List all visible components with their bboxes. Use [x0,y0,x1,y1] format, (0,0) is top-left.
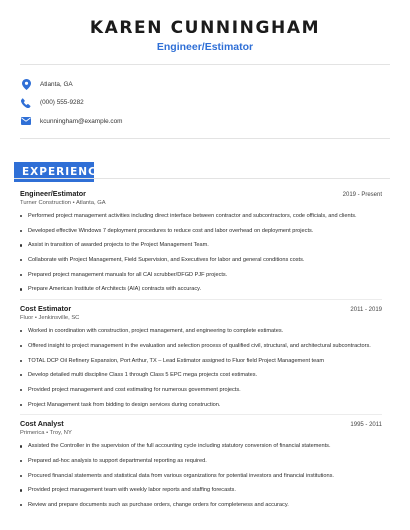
job-company: Turner Construction • Atlanta, GA [20,200,106,206]
job-bullet: Prepare American Institute of Architects (AIA) contracts with accuracy. [20,285,382,293]
job-bullet: Develop detailed multi discipline Class 1 through Class 5 EPC mega projects cost estimates. [20,371,382,379]
phone-text: (000) 555-9282 [40,99,84,106]
job-divider [20,414,382,415]
job-bullet: Collaborate with Project Management, Field Supervision, and Executives for labor and general conditions costs. [20,256,382,264]
resume-header [0,0,410,53]
job-bullet: Review and prepare documents such as purchase orders, change orders for completeness and accuracy. [20,501,382,509]
job-bullet: Offered insight to project management in the evaluation and selection process of qualified civil, structural, and architectural subcontractors. [20,342,382,350]
job-bullets [20,212,382,294]
envelope-icon [20,115,32,127]
job-title: Cost Analyst [20,419,64,429]
job-dates: 1995 - 2011 [350,422,382,429]
candidate-name: KAREN CUNNINGHAM [89,18,321,38]
job-bullets [20,442,382,509]
contact-block [0,65,410,130]
contact-email [20,112,410,130]
job-bullet: Project Management task from bidding to design services during construction. [20,401,382,409]
job-dates: 2019 - Present [342,192,382,198]
location-text: Atlanta, GA [40,80,73,88]
job-divider [20,299,382,300]
phone-icon [20,97,32,109]
contact-phone [20,94,410,112]
candidate-title: Engineer/Estimator [156,41,254,53]
email-text[interactable]: kcunningham@example.com [40,117,123,125]
job-title: Cost Estimator [20,304,72,314]
job-company: Fluor • Jenkinsville, SC [20,315,80,322]
contact-divider [20,138,390,139]
job-company: Primerica • Troy, NY [20,430,72,437]
job-entry [20,189,382,294]
job-bullet: Procured financial statements and statistical data from various organizations for potential investors and financial institutions. [20,472,382,480]
job-bullet: TOTAL DCP Oil Refinery Expansion, Port Arthur, TX – Lead Estimator assigned to Fluor field Project Management team [20,357,382,365]
experience-section-rule [14,178,390,179]
location-pin-icon [20,78,32,90]
job-bullet: Performed project management activities including direct interface between contractor and subcontractors, code officials, and clients. [20,212,382,220]
job-entry [20,419,382,509]
job-bullet: Worked in coordination with construction, project management, and engineering to complete estimates. [20,327,382,335]
job-bullet: Prepared project management manuals for all CAI scrubber/DFGD PJF projects. [20,271,382,279]
job-bullet: Provided project management team with weekly labor reports and staffing forecasts. [20,486,382,494]
job-entry [20,304,382,409]
job-bullet: Developed effective Windows 7 deployment procedures to reduce cost and labor overhead on deployment projects. [20,227,382,235]
job-bullet: Provided project management and cost estimating for numerous government projects. [20,386,382,394]
job-title: Engineer/Estimator [20,189,86,198]
job-bullet: Prepared ad-hoc analysis to support departmental reporting as required. [20,457,382,465]
contact-location [20,75,410,93]
experience-section-title: EXPERIENCE [14,162,94,182]
job-dates: 2011 - 2019 [350,307,382,314]
job-bullet: Assist in transition of awarded projects to the Project Management Team. [20,241,382,249]
job-bullet: Assisted the Controller in the supervision of the full accounting cycle including statutory conversion of financial statements. [20,442,382,450]
experience-list [20,189,382,516]
job-bullets [20,327,382,409]
